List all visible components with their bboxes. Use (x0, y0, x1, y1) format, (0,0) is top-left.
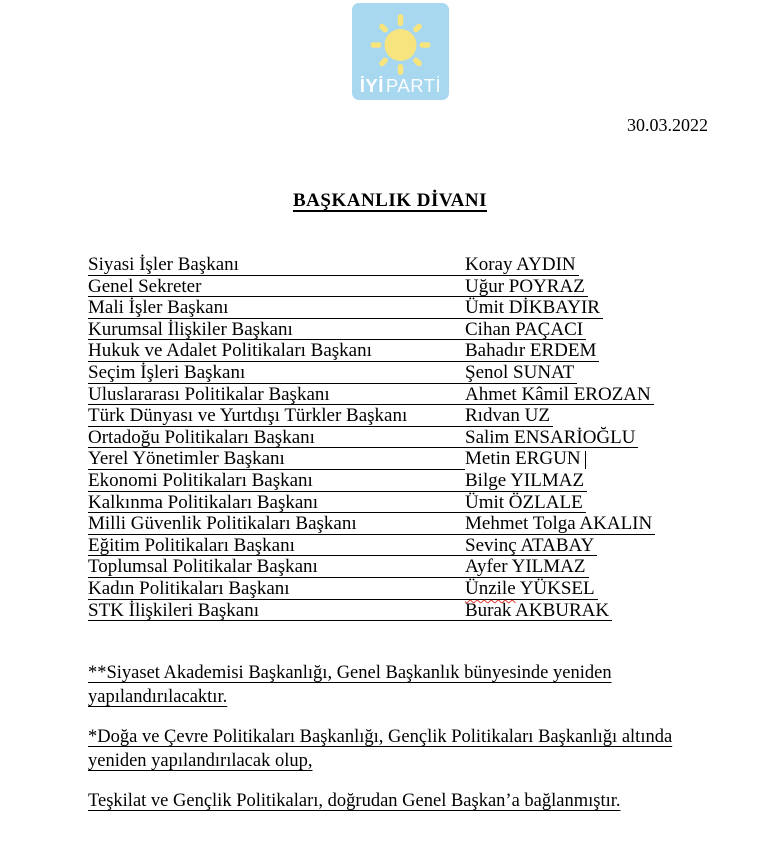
table-row (88, 535, 655, 557)
member-name: Salim ENSARİOĞLU (465, 427, 638, 449)
logo-word-parti: PARTİ (385, 75, 442, 96)
footnote (88, 725, 672, 773)
member-name: Uğur POYRAZ (465, 276, 588, 298)
footnotes (88, 661, 672, 829)
member-name: Ünzile YÜKSEL (465, 578, 598, 600)
position-label: Genel Sekreter (88, 276, 465, 298)
logo-wordmark (352, 76, 449, 96)
member-name: Ayfer YILMAZ (465, 556, 589, 578)
table-row (88, 492, 655, 514)
table-row (88, 448, 655, 470)
table-row (88, 297, 655, 319)
logo-word-iyi: İYİ (359, 75, 384, 96)
position-label: Ortadoğu Politikaları Başkanı (88, 427, 465, 449)
member-name: Ahmet Kâmil EROZAN (465, 384, 654, 406)
position-label: Ekonomi Politikaları Başkanı (88, 470, 465, 492)
table-row (88, 578, 655, 600)
table-row (88, 405, 655, 427)
footnote-line: *Doğa ve Çevre Politikaları Başkanlığı, Gençlik Politikaları Başkanlığı altında (88, 727, 673, 747)
position-label: Kalkınma Politikaları Başkanı (88, 492, 465, 514)
table-row (88, 556, 655, 578)
footnote-line: yeniden yapılandırılacak olup, (88, 751, 313, 771)
member-name: Cihan PAÇACI (465, 319, 586, 341)
footnote (88, 789, 672, 813)
position-label: Eğitim Politikaları Başkanı (88, 535, 465, 557)
misspelled-word: Ünzile (465, 577, 516, 599)
footnote-line: **Siyaset Akademisi Başkanlığı, Genel Başkanlık bünyesinde yeniden (88, 663, 612, 683)
position-label: Mali İşler Başkanı (88, 297, 465, 319)
table-row (88, 254, 655, 276)
member-name: Sevinç ATABAY (465, 535, 597, 557)
table-row (88, 319, 655, 341)
table-row (88, 276, 655, 298)
member-name: Metin ERGUN (465, 448, 581, 470)
member-name: Ümit ÖZLALE (465, 492, 586, 514)
member-name: Bilge YILMAZ (465, 470, 587, 492)
footnote-line: yapılandırılacaktır. (88, 687, 228, 707)
roster (88, 254, 655, 621)
table-row (88, 340, 655, 362)
member-name: Şenol SUNAT (465, 362, 577, 384)
member-name: Koray AYDIN (465, 254, 579, 276)
position-label: Uluslararası Politikalar Başkanı (88, 384, 465, 406)
position-label: Yerel Yönetimler Başkanı (88, 448, 465, 470)
table-row (88, 513, 655, 535)
member-name: Rıdvan UZ (465, 405, 553, 427)
position-label: Kadın Politikaları Başkanı (88, 578, 465, 600)
page-title: BAŞKANLIK DİVANI (292, 190, 487, 211)
table-row (88, 384, 655, 406)
member-name: Bahadır ERDEM (465, 340, 599, 362)
member-name: Mehmet Tolga AKALIN (465, 513, 655, 535)
position-label: Seçim İşleri Başkanı (88, 362, 465, 384)
text-cursor (585, 451, 587, 469)
table-row (88, 362, 655, 384)
document-date: 30.03.2022 (627, 115, 708, 135)
iyi-parti-logo (352, 3, 449, 100)
member-name: Burak AKBURAK (465, 600, 612, 622)
position-label: Siyasi İşler Başkanı (88, 254, 465, 276)
position-label: Hukuk ve Adalet Politikaları Başkanı (88, 340, 465, 362)
position-label: Türk Dünyası ve Yurtdışı Türkler Başkanı (88, 405, 465, 427)
footnote (88, 661, 672, 709)
footnote-line: Teşkilat ve Gençlik Politikaları, doğrudan Genel Başkan’a bağlanmıştır. (88, 791, 621, 811)
table-row (88, 470, 655, 492)
position-label: Toplumsal Politikalar Başkanı (88, 556, 465, 578)
table-row (88, 600, 655, 622)
table-row (88, 427, 655, 449)
member-name: Ümit DİKBAYIR (465, 297, 603, 319)
position-label: Milli Güvenlik Politikaları Başkanı (88, 513, 465, 535)
position-label: STK İlişkileri Başkanı (88, 600, 465, 622)
position-label: Kurumsal İlişkiler Başkanı (88, 319, 465, 341)
